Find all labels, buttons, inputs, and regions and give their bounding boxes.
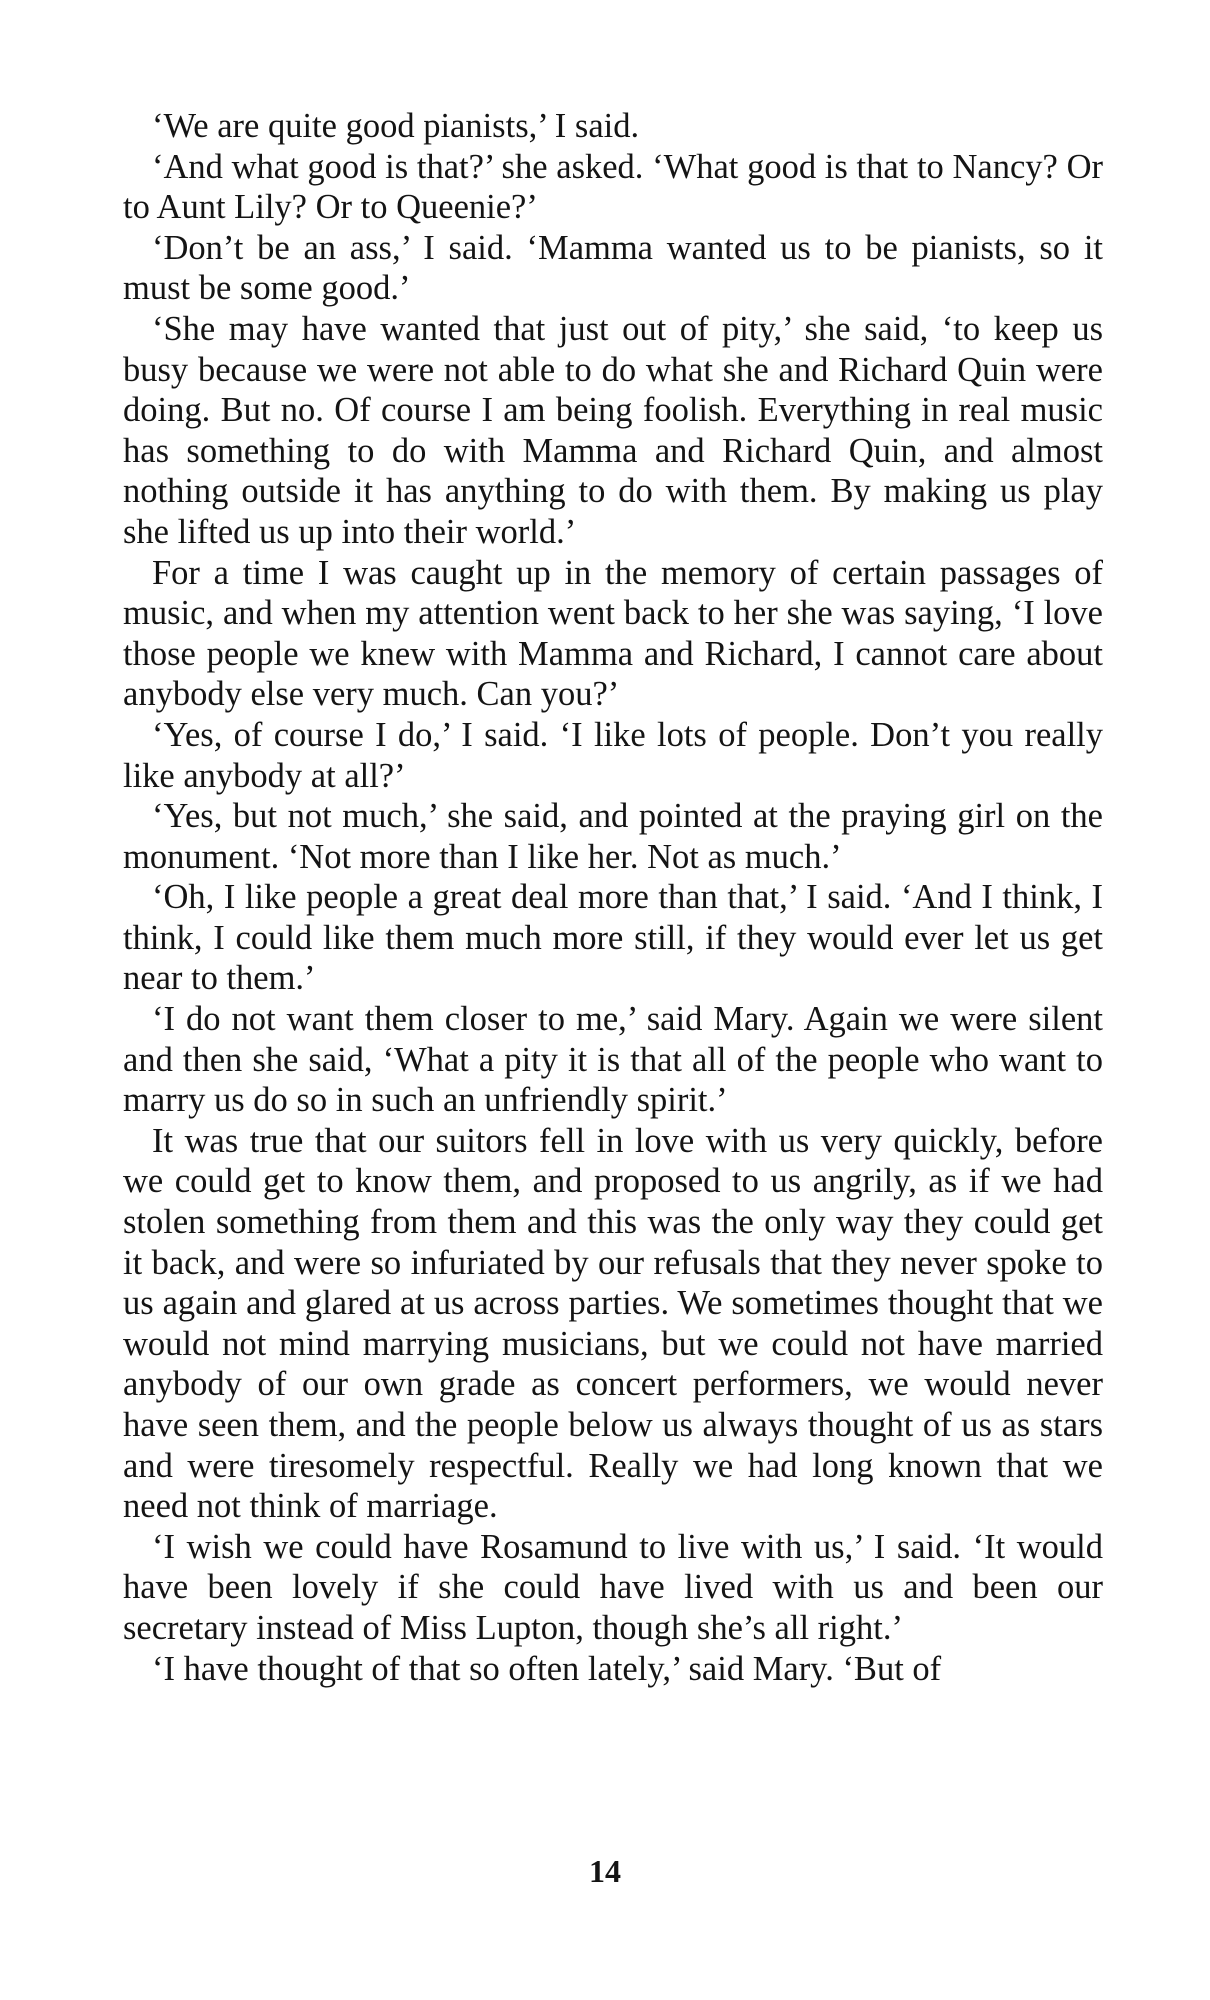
paragraph-9: ‘I do not want them closer to me,’ said Mary. Again we were silent and then she said, ‘What a pity it is that all of the people who want to marry us do so in such an unfriendly spirit.’	[123, 1000, 1103, 1120]
body-text	[123, 106, 1103, 1689]
paragraph-8: ‘Oh, I like people a great deal more than that,’ I said. ‘And I think, I think, I could like them much more still, if they would ever let us get near to them.’	[123, 878, 1103, 998]
paragraph-5: For a time I was caught up in the memory of certain passages of music, and when my attention went back to her she was saying, ‘I love those people we knew with Mamma and Richard, I cannot care about anybody else very much. Can you?’	[123, 553, 1103, 714]
paragraph-10: It was true that our suitors fell in love with us very quickly, before we could get to know them, and proposed to us angrily, as if we had stolen something from them and this was the only way they could get it back, and were so infuriated by our refusals that they never spoke to us again and glared at us across parties. We sometimes thought that we would not mind marrying musicians, but we could not have married anybody of our own grade as concert performers, we would never have seen them, and the people below us always thought of us as stars and were tiresomely respectful. Really we had long known that we need not think of marriage.	[123, 1121, 1103, 1526]
paragraph-2: ‘And what good is that?’ she asked. ‘What good is that to Nancy? Or to Aunt Lily? Or to Queenie?’	[123, 147, 1103, 227]
paragraph-1: ‘We are quite good pianists,’ I said.	[152, 107, 640, 145]
paragraph-7: ‘Yes, but not much,’ she said, and pointed at the praying girl on the monument. ‘Not more than I like her. Not as much.’	[123, 797, 1103, 876]
page-number: 14	[589, 1853, 621, 1889]
paragraph-12: ‘I have thought of that so often lately,’ said Mary. ‘But of	[152, 1649, 942, 1688]
paragraph-4: ‘She may have wanted that just out of pity,’ she said, ‘to keep us busy because we were not able to do what she and Richard Quin were doing. But no. Of course I am being foolish. Everything in real music has something to do with Mamma and Richard Quin, and almost nothing outside it has anything to do with them. By making us play she lifted us up into their world.’	[123, 309, 1103, 551]
paragraph-6: ‘Yes, of course I do,’ I said. ‘I like lots of people. Don’t you really like anybody at all?’	[123, 715, 1103, 795]
paragraph-3: ‘Don’t be an ass,’ I said. ‘Mamma wanted us to be pianists, so it must be some good.’	[123, 228, 1103, 308]
paragraph-11: ‘I wish we could have Rosamund to live with us,’ I said. ‘It would have been lovely if she could have lived with us and been our secretary instead of Miss Lupton, though she’s all right.’	[123, 1527, 1103, 1647]
